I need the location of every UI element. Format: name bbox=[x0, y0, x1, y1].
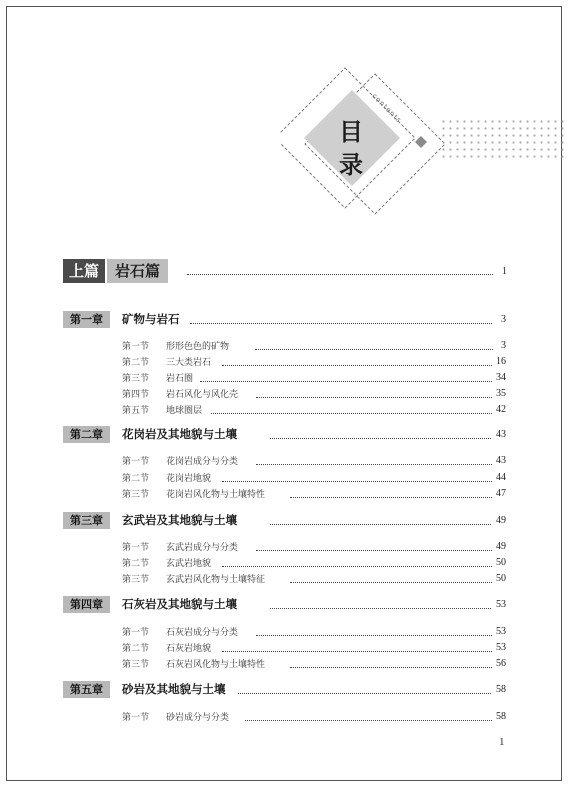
ch2-sec1-page: 43 bbox=[496, 455, 506, 466]
ch1-sec3-page: 34 bbox=[496, 372, 506, 383]
ch4-sec3-dots bbox=[290, 667, 492, 668]
chapter-5-page: 58 bbox=[496, 684, 506, 695]
ch2-sec3-page: 47 bbox=[496, 488, 506, 499]
ch2-sec1-dots bbox=[256, 464, 492, 465]
ch1-sec5-dots bbox=[211, 413, 492, 414]
ch3-sec1-title[interactable]: 玄武岩成分与分类 bbox=[166, 543, 239, 553]
chapter-3-title[interactable]: 玄武岩及其地貌与土壤 bbox=[122, 513, 237, 527]
chapter-1-title[interactable]: 矿物与岩石 bbox=[122, 312, 180, 326]
ch1-sec4-title[interactable]: 岩石风化与风化壳 bbox=[166, 390, 239, 400]
ch3-sec2-num: 第二节 bbox=[122, 559, 150, 569]
chapter-5-leader-dots bbox=[238, 693, 491, 694]
ch1-sec2-num: 第二节 bbox=[122, 358, 150, 368]
chapter-5-label: 第五章 bbox=[63, 681, 110, 698]
ch1-sec1-num: 第一节 bbox=[122, 342, 150, 352]
ch5-sec1-num: 第一节 bbox=[122, 713, 150, 723]
chapter-3-label: 第三章 bbox=[63, 512, 110, 529]
chapter-1-page: 3 bbox=[501, 314, 506, 325]
ch4-sec1-page: 53 bbox=[496, 626, 506, 637]
ch4-sec2-page: 53 bbox=[496, 642, 506, 653]
ch3-sec1-page: 49 bbox=[496, 541, 506, 552]
ch4-sec1-num: 第一节 bbox=[122, 628, 150, 638]
ch1-sec5-title[interactable]: 地球圈层 bbox=[166, 406, 203, 416]
ch4-sec2-title[interactable]: 石灰岩地貌 bbox=[166, 644, 212, 654]
chapter-2-leader-dots bbox=[270, 438, 491, 439]
ch2-sec2-dots bbox=[222, 481, 492, 482]
ch1-sec2-page: 16 bbox=[496, 356, 506, 367]
ch1-sec4-dots bbox=[256, 397, 492, 398]
ch1-sec3-num: 第三节 bbox=[122, 374, 150, 384]
dot-pattern-decoration bbox=[440, 118, 565, 162]
title-diamond-decoration bbox=[280, 60, 450, 230]
ch1-sec1-dots bbox=[255, 349, 493, 350]
ch2-sec3-title[interactable]: 花岗岩风化物与土壤特性 bbox=[166, 490, 266, 500]
chapter-3-leader-dots bbox=[270, 524, 491, 525]
ch4-sec3-page: 56 bbox=[496, 658, 506, 669]
chapter-4-leader-dots bbox=[270, 608, 491, 609]
ch1-sec3-dots bbox=[200, 381, 492, 382]
ch5-sec1-dots bbox=[245, 720, 492, 721]
ch2-sec3-dots bbox=[290, 497, 492, 498]
ch5-sec1-title[interactable]: 砂岩成分与分类 bbox=[166, 713, 230, 723]
ch1-sec2-dots bbox=[222, 365, 492, 366]
part-label: 上篇 bbox=[63, 259, 105, 283]
ch1-sec5-num: 第五节 bbox=[122, 406, 150, 416]
chapter-5-title[interactable]: 砂岩及其地貌与土壤 bbox=[122, 682, 226, 696]
ch3-sec3-num: 第三节 bbox=[122, 575, 150, 585]
ch5-sec1-page: 58 bbox=[496, 711, 506, 722]
ch2-sec2-num: 第二节 bbox=[122, 474, 150, 484]
chapter-4-label: 第四章 bbox=[63, 596, 110, 613]
ch3-sec3-page: 50 bbox=[496, 573, 506, 584]
ch4-sec2-num: 第二节 bbox=[122, 644, 150, 654]
ch1-sec4-num: 第四节 bbox=[122, 390, 150, 400]
part-heading[interactable] bbox=[63, 259, 168, 283]
ch1-sec1-page: 3 bbox=[501, 340, 506, 351]
ch3-sec1-num: 第一节 bbox=[122, 543, 150, 553]
ch2-sec1-num: 第一节 bbox=[122, 457, 150, 467]
ch3-sec3-dots bbox=[290, 582, 492, 583]
part-leader-dots bbox=[187, 274, 493, 275]
chapter-2-label: 第二章 bbox=[63, 426, 110, 443]
ch3-sec3-title[interactable]: 玄武岩风化物与土壤特征 bbox=[166, 575, 266, 585]
ch1-sec3-title[interactable]: 岩石圈 bbox=[166, 374, 194, 384]
ch3-sec2-dots bbox=[222, 566, 492, 567]
ch1-sec2-title[interactable]: 三大类岩石 bbox=[166, 358, 212, 368]
ch2-sec2-page: 44 bbox=[496, 472, 506, 483]
chapter-4-title[interactable]: 石灰岩及其地貌与土壤 bbox=[122, 597, 237, 611]
ch4-sec3-title[interactable]: 石灰岩风化物与土壤特性 bbox=[166, 660, 266, 670]
ch3-sec1-dots bbox=[256, 550, 492, 551]
ch2-sec2-title[interactable]: 花岗岩地貌 bbox=[166, 474, 212, 484]
ch1-sec4-page: 35 bbox=[496, 388, 506, 399]
title-char-2: 录 bbox=[339, 150, 363, 179]
part-name: 岩石篇 bbox=[107, 259, 168, 283]
ch4-sec1-title[interactable]: 石灰岩成分与分类 bbox=[166, 628, 239, 638]
ch2-sec1-title[interactable]: 花岗岩成分与分类 bbox=[166, 457, 239, 467]
ch2-sec3-num: 第三节 bbox=[122, 490, 150, 500]
chapter-1-label: 第一章 bbox=[63, 311, 110, 328]
chapter-2-title[interactable]: 花岗岩及其地貌与土壤 bbox=[122, 427, 237, 441]
part-page: 1 bbox=[502, 266, 507, 277]
ch4-sec1-dots bbox=[256, 635, 492, 636]
footer-page-number: 1 bbox=[499, 736, 505, 748]
chapter-4-page: 53 bbox=[496, 599, 506, 610]
ch4-sec3-num: 第三节 bbox=[122, 660, 150, 670]
ch1-sec5-page: 42 bbox=[496, 404, 506, 415]
contents-word: contents bbox=[370, 92, 404, 125]
ch3-sec2-page: 50 bbox=[496, 557, 506, 568]
chapter-1-leader-dots bbox=[190, 323, 492, 324]
ch1-sec1-title[interactable]: 形形色色的矿物 bbox=[166, 342, 230, 352]
title-char-1: 目 bbox=[339, 117, 363, 146]
ch3-sec2-title[interactable]: 玄武岩地貌 bbox=[166, 559, 212, 569]
ch4-sec2-dots bbox=[222, 651, 492, 652]
chapter-3-page: 49 bbox=[496, 515, 506, 526]
chapter-2-page: 43 bbox=[496, 429, 506, 440]
